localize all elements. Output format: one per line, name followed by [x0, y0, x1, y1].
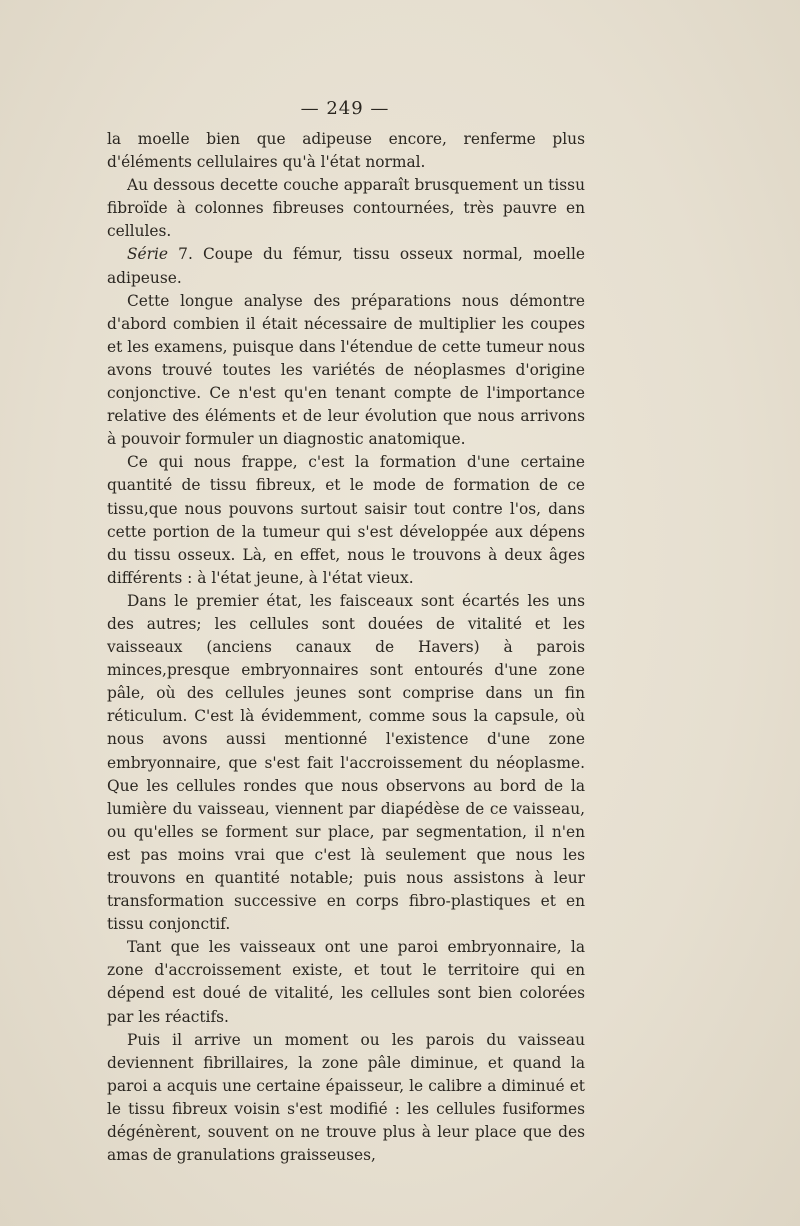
- series-text: 7. Coupe du fémur, tissu osseux normal, moelle adipeuse.: [107, 245, 585, 287]
- paragraph-7: Tant que les vaisseaux ont une paroi embryonnaire, la zone d'accroissement existe, et tout le territoire qui en dépend est doué de vitalité, les cellules sont bien colorées par les réactifs.: [107, 938, 585, 1026]
- paragraph-4: Cette longue analyse des préparations nous démontre d'abord combien il était nécessaire de multiplier les coupes et les examens, puisque dans l'étendue de cette tumeur nous avons trouvé toutes les variétés de néoplasmes d'origine conjonctive. Ce n'est qu'en tenant compte de l'importance relative des éléments et de leur évolution que nous arrivons à pouvoir formuler un diagnostic anatomique.: [107, 291, 585, 449]
- paragraph-6: Dans le premier état, les faisceaux sont écartés les uns des autres; les cellules sont douées de vitalité et les vaisseaux (anciens canaux de Havers) à parois minces,presque embryonnaires sont entourés d'une zone pâle, où des cellules jeunes sont comprise dans un fin réticulum. C'est là évidemment, comme sous la capsule, où nous avons aussi mentionné l'existence d'une zone embryonnaire, que s'est fait l'accroissement du néoplasme. Que les cellules rondes que nous observons au bord de la lumière du vaisseau, viennent par diapédèse de ce vaisseau, ou qu'elles se forment sur place, par segmentation, il n'en est pas moins vrai que c'est là seulement que nous les trouvons en quantité notable; puis nous assistons à leur transformation successive en corps fibro-plastiques et en tissu conjonctif.: [107, 591, 585, 934]
- paragraph-5: Ce qui nous frappe, c'est la formation d'une certaine quantité de tissu fibreux, et le mode de formation de ce tissu,que nous pouvons surtout saisir tout contre l'os, dans cette portion de la tumeur qui s'est développée aux dépens du tissu osseux. Là, en effet, nous le trouvons à deux âges différents : à l'état jeune, à l'état vieux.: [107, 453, 585, 587]
- paragraph-2: Au dessous decette couche apparaît brusquement un tissu fibroïde à colonnes fibreuses contournées, très pauvre en cellules.: [107, 176, 585, 241]
- series-label: Série: [127, 245, 169, 264]
- paragraph-8: Puis il arrive un moment ou les parois du vaisseau deviennent fibrillaires, la zone pâle diminue, et quand la paroi a acquis une certaine épaisseur, le calibre a diminué et le tissu fibreux voisin s'est modifié : les cellules fusiformes dégénèrent, souvent on ne trouve plus à leur place que des amas de granulations graisseuses,: [107, 1030, 585, 1165]
- page-number: — 249 —: [300, 98, 390, 119]
- paragraph-1: la moelle bien que adipeuse encore, renferme plus d'éléments cellulaires qu'à l'état normal.: [107, 130, 585, 172]
- body-text: [107, 128, 585, 1167]
- paragraph-3: [107, 243, 585, 289]
